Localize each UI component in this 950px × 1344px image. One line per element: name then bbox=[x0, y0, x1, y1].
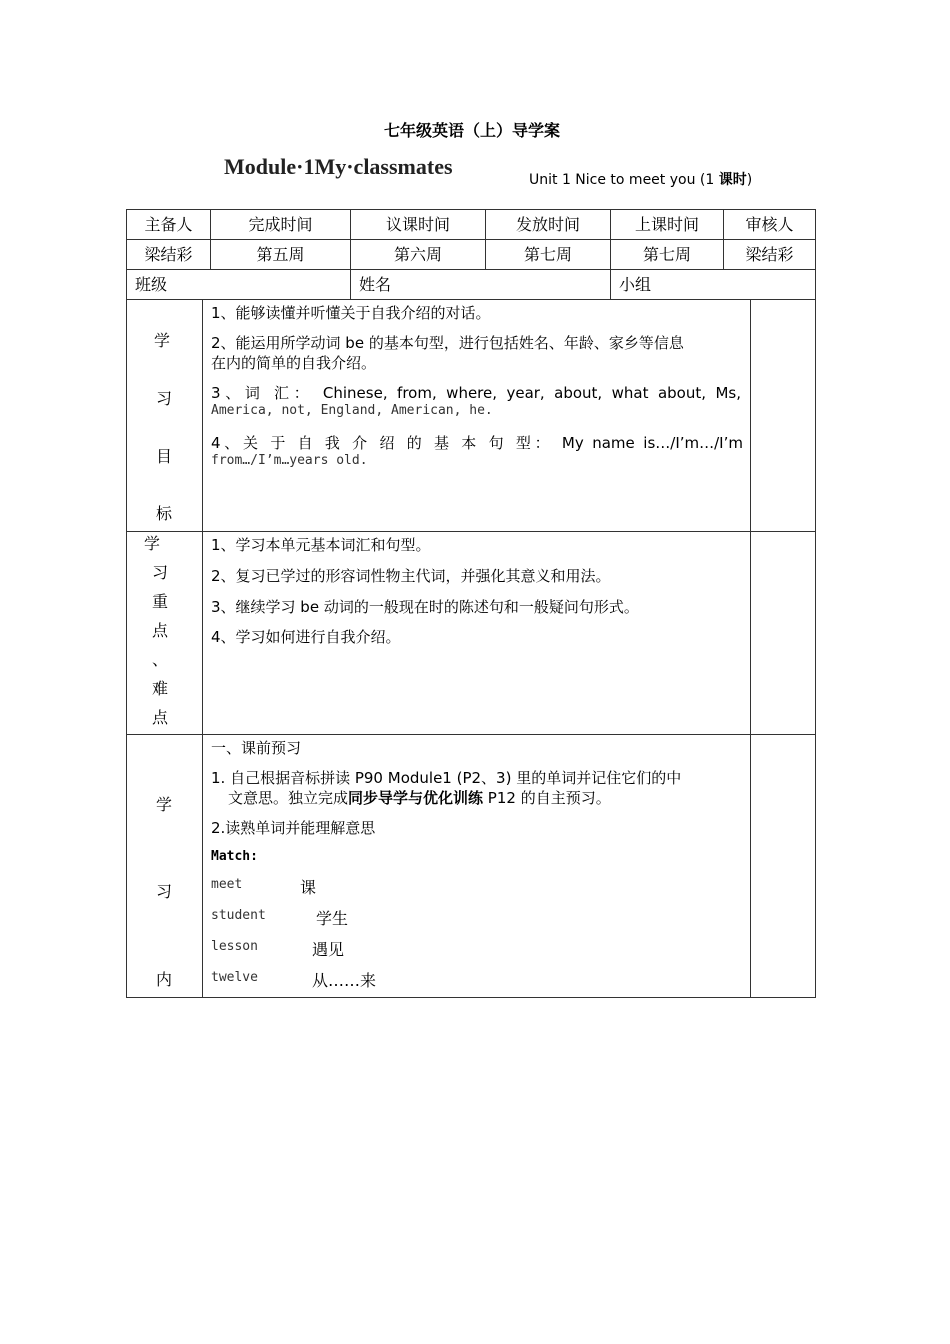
preview-heading: 一、课前预习 bbox=[211, 739, 302, 757]
match-label: Match: bbox=[211, 849, 258, 864]
section2-label: 学 bbox=[143, 534, 160, 553]
match-chinese: 从……来 bbox=[312, 971, 377, 990]
section1-label: 目 bbox=[155, 447, 172, 466]
header-cell: 主备人 bbox=[126, 209, 211, 240]
section1-label: 学 bbox=[153, 331, 170, 350]
section1-label: 标 bbox=[155, 504, 172, 523]
info-cell: 姓名 bbox=[350, 269, 611, 300]
header-cell: 议课时间 bbox=[350, 209, 486, 240]
section3-label: 学 bbox=[155, 795, 172, 814]
info-cell: 班级 bbox=[126, 269, 351, 300]
unit-title-bold: 课时 bbox=[718, 172, 747, 188]
objective-item: 1、能够读懂并听懂关于自我介绍的对话。 bbox=[211, 304, 491, 322]
section2-label: 点 bbox=[151, 621, 168, 640]
header-cell: 审核人 bbox=[723, 209, 816, 240]
module-title: Module·1My·classmates bbox=[224, 154, 453, 179]
section2-label: 重 bbox=[151, 592, 168, 611]
section3-label: 习 bbox=[155, 882, 172, 901]
value-cell: 梁结彩 bbox=[126, 239, 211, 270]
section2-label: 难 bbox=[151, 679, 168, 698]
workbook-name: 同步导学与优化训练 bbox=[348, 789, 484, 807]
doc-title: 七年级英语（上）导学案 bbox=[384, 121, 561, 140]
section3-label: 内 bbox=[155, 970, 172, 989]
match-english: twelve bbox=[211, 970, 258, 985]
key-point-item: 2、复习已学过的形容词性物主代词，并强化其意义和用法。 bbox=[211, 567, 611, 585]
value-cell: 第五周 bbox=[210, 239, 351, 270]
text: 文意思。独立完成 bbox=[228, 789, 349, 807]
section2-label: 习 bbox=[151, 563, 168, 582]
preview-item-1-cont bbox=[228, 787, 611, 808]
objective-item: 在内的简单的自我介绍。 bbox=[211, 354, 377, 372]
objective-item: 2、能运用所学动词 be 的基本句型，进行包括姓名、年龄、家乡等信息 bbox=[211, 334, 684, 352]
section2-label: 点 bbox=[151, 708, 168, 727]
text: P12 的自主预习。 bbox=[483, 789, 611, 807]
value-cell: 第七周 bbox=[485, 239, 611, 270]
section1-notes-cell bbox=[750, 299, 816, 532]
section2-label: 、 bbox=[151, 650, 168, 669]
objective-item: America, not, England, American, he. bbox=[211, 403, 493, 418]
match-english: meet bbox=[211, 877, 243, 892]
header-cell: 发放时间 bbox=[485, 209, 611, 240]
match-chinese: 遇见 bbox=[312, 940, 345, 959]
match-chinese: 学生 bbox=[316, 909, 349, 928]
unit-title-end: ) bbox=[746, 172, 753, 188]
match-english: lesson bbox=[211, 939, 258, 954]
objective-item: 4、关 于 自 我 介 绍 的 基 本 句 型： My name is…/I’m…/I’m bbox=[211, 434, 743, 452]
value-cell: 第七周 bbox=[610, 239, 724, 270]
header-cell: 上课时间 bbox=[610, 209, 724, 240]
key-point-item: 1、学习本单元基本词汇和句型。 bbox=[211, 536, 431, 554]
match-english: student bbox=[211, 908, 266, 923]
preview-item-1: 1. 自己根据音标拼读 P90 Module1 (P2、3) 里的单词并记住它们的中 bbox=[211, 769, 682, 787]
section1-label: 习 bbox=[155, 389, 172, 408]
unit-title-text: Unit 1 Nice to meet you (1 bbox=[529, 172, 719, 188]
value-cell: 梁结彩 bbox=[723, 239, 816, 270]
objective-item: from…/I’m…years old. bbox=[211, 453, 368, 468]
preview-item-2: 2.读熟单词并能理解意思 bbox=[211, 819, 376, 837]
info-cell: 小组 bbox=[610, 269, 816, 300]
key-point-item: 4、学习如何进行自我介绍。 bbox=[211, 628, 401, 646]
match-chinese: 课 bbox=[300, 878, 317, 897]
value-cell: 第六周 bbox=[350, 239, 486, 270]
key-point-item: 3、继续学习 be 动词的一般现在时的陈述句和一般疑问句形式。 bbox=[211, 598, 639, 616]
section3-notes-cell bbox=[750, 734, 816, 998]
header-cell: 完成时间 bbox=[210, 209, 351, 240]
section2-notes-cell bbox=[750, 531, 816, 735]
unit-title bbox=[529, 169, 752, 189]
section3-label-cell bbox=[126, 734, 203, 998]
objective-item: 3、词 汇： Chinese, from, where, year, about, what about, Ms, bbox=[211, 384, 741, 402]
